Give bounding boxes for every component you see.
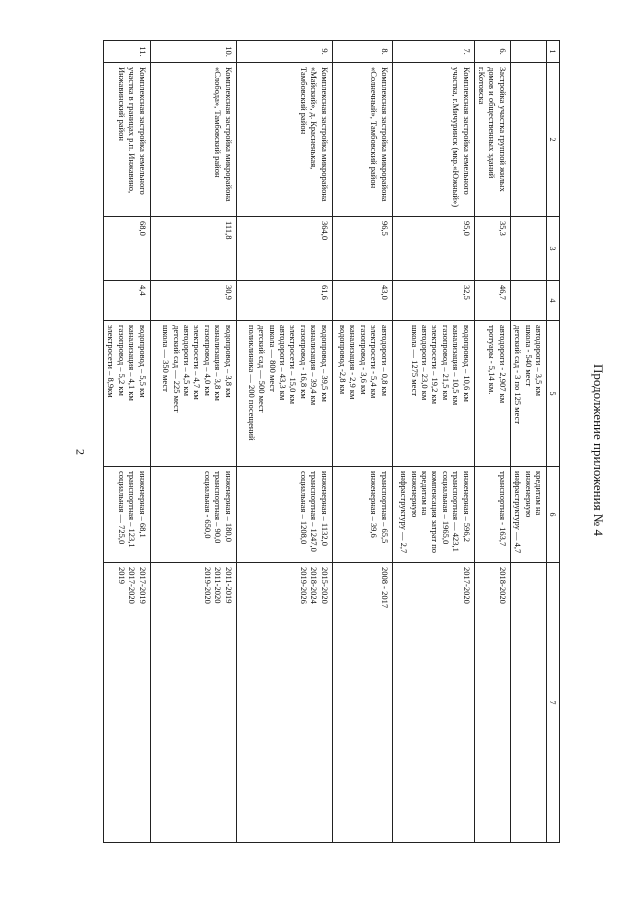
row-number-cell: 8. [332,41,392,63]
row-number-cell: 7. [392,41,474,63]
cell-line: канализация – 10,5 км [451,325,462,406]
cell-line: школа - 540 мест [523,325,534,387]
header-cell: 1 [547,41,560,63]
cell-line: транспортная – 90,0 [213,471,224,544]
column-4-cell [510,281,546,321]
page-caption: Продолжение приложения № 4 [591,364,606,536]
table-row [474,41,510,843]
row-number-cell: 11. [103,41,150,63]
cell-line: кредитам на [534,471,544,516]
cell-line: автодороги – 4,5 км [181,325,192,397]
cell-line: автодороги – 43,3 км [277,325,288,401]
cell-line: инженерная – 1132,0 [319,471,330,546]
header-cell: 6 [547,467,560,563]
cell-line: 2019-2020 [202,567,213,604]
cell-line: транспортная - 163,7 [497,471,508,547]
years-cell [332,563,392,843]
cell-line: инженерная – 596,2 [461,471,472,543]
cell-line: социальная – 1208,0 [298,471,309,545]
table-row [510,41,546,843]
project-name-cell: Комплексная застройка микрорайона «Майский», д. Красненькая, Тамбовский район [236,63,332,217]
cell-line: инфраструктуру — 4,7 [513,471,524,554]
cell-line: автодороги – 3,5 км [534,325,544,397]
table-header-row [547,41,560,843]
cell-line: канализация - 2,9 км [348,325,359,400]
cell-line: детский сад — 225 мест [171,325,182,413]
table-row [150,41,236,843]
cell-line: транспортная — 423,1 [451,471,462,552]
cell-line: канализация – 3,8 км [213,325,224,401]
cell-line: электросети – 19,2 км [430,325,441,404]
cell-line: газопровод - 3,6 км [358,325,369,395]
table-row [236,41,332,843]
cell-line: водопровод – 39,5 км [319,325,330,402]
area-cell: 95,0 [392,217,474,281]
cell-line: поликлиника — 200 посещений [246,325,257,441]
years-cell [510,563,546,843]
cell-line: 2017-2020 [127,567,138,604]
cell-line: 2011-2019 [223,567,234,604]
column-4-cell: 30,9 [150,281,236,321]
project-name-cell: Комплексная застройка земельного участка в границах р.п. Инжавино, Инжавинский район [103,63,150,217]
cell-line: 2011-2020 [213,567,224,604]
cell-line: 2008 - 2017 [379,567,390,609]
project-name-cell: Комплексная застройка микрорайона «Солнечный», Тамбовский район [332,63,392,217]
cell-line: газопровод – 21,5 км [440,325,451,401]
header-cell: 4 [547,281,560,321]
cell-line: автодороги – 23,0 км [419,325,430,401]
infrastructure-objects-cell [236,321,332,467]
cell-line: инженерная – 68,1 [137,471,148,538]
infrastructure-objects-cell [332,321,392,467]
years-cell [392,563,474,843]
cell-line: водопровод – 3,8 км [223,325,234,398]
infrastructure-objects-cell [392,321,474,467]
costs-cell [332,467,392,563]
cell-line: водопровод -2,8 км [337,325,348,395]
cell-line: инфраструктуру — 2,7 [399,471,410,554]
costs-cell [392,467,474,563]
header-cell: 2 [547,63,560,217]
cell-line: автодороги - 2,907 км [497,325,508,404]
header-cell: 3 [547,217,560,281]
cell-line: инженерная – 180,0 [223,471,234,543]
cell-line: тротуары - 5,14 км. [487,325,498,395]
cell-line: инженерную [409,471,420,518]
infrastructure-objects-cell [474,321,510,467]
costs-cell [236,467,332,563]
years-cell [150,563,236,843]
table-rotated-wrapper [106,40,560,842]
row-number-cell: 6. [474,41,510,63]
cell-line: электросети – 15,0 км [288,325,299,404]
costs-cell [150,467,236,563]
table-row [392,41,474,843]
column-4-cell: 61,6 [236,281,332,321]
infrastructure-objects-cell [510,321,546,467]
project-name-cell [510,63,546,217]
project-name-cell: Застройка участка группой жилых домов и общественных зданий г.Котовска [474,63,510,217]
area-cell: 35,3 [474,217,510,281]
infrastructure-objects-cell [150,321,236,467]
table-row [332,41,392,843]
cell-line: компенсация затрат по [430,471,441,553]
cell-line: газопровод – 5,2 км [116,325,127,396]
cell-line: 2018-2024 [309,567,320,604]
years-cell [474,563,510,843]
header-cell: 7 [547,563,560,843]
cell-line: инженерную [523,471,534,518]
column-4-cell: 46,7 [474,281,510,321]
cell-line: транспортная – 123,1 [127,471,138,548]
years-cell [236,563,332,843]
cell-line: газопровод - 16,8 км [298,325,309,399]
cell-line: водопровод – 5,5 км [137,325,148,398]
project-name-cell: Комплексная застройка земельного участка, г.Мичуринск (мкр.«Южный») [392,63,474,217]
cell-line: транспортная – 65,5 [379,471,390,544]
cell-line: автодороги – 0,8 км [379,325,390,397]
cell-line: электросети – 8,9км [106,325,117,398]
area-cell: 364,0 [236,217,332,281]
cell-line: 2019-2026 [298,567,309,604]
cell-line: канализация – 39,4 км [309,325,320,406]
page-number: 2 [73,449,88,455]
cell-line: социальная - 650,0 [202,471,213,539]
table-row [103,41,150,843]
costs-cell [103,467,150,563]
cell-line: электросети – 4,7 км [192,325,203,400]
cell-line: 2019 [116,567,127,584]
row-number-cell: 9. [236,41,332,63]
project-name-cell: Комплексная застройка микрорайона «Слобода», Тамбовский район [150,63,236,217]
column-4-cell: 32,5 [392,281,474,321]
cell-line: кредитам на [419,471,430,516]
cell-line: газопровод – 4,0 км [202,325,213,396]
years-cell [103,563,150,843]
cell-line: инженерная – 39,6 [369,471,380,538]
cell-line: 2017-2019 [137,567,148,604]
costs-cell [510,467,546,563]
cell-line: детский сад — 500 мест [257,325,268,413]
cell-line: социальная – 1965,0 [440,471,451,545]
area-cell [510,217,546,281]
header-cell: 5 [547,321,560,467]
area-cell: 68,0 [103,217,150,281]
cell-line: социальная — 725,0 [116,471,127,545]
column-4-cell: 43,0 [332,281,392,321]
row-number-cell: 10. [150,41,236,63]
cell-line: транспортная – 1247,0 [309,471,320,552]
cell-line: школа — 800 мест [267,325,278,392]
cell-line: 2015-2020 [319,567,330,604]
cell-line: 2017-2020 [461,567,472,604]
row-number-cell [510,41,546,63]
costs-cell [474,467,510,563]
cell-line: электросети - 5,4 км [369,325,380,399]
column-4-cell: 4,4 [103,281,150,321]
cell-line: 2018-2020 [497,567,508,604]
cell-line: школа — 350 мест [161,325,172,392]
cell-line: канализация – 4,1 км [127,325,138,401]
area-cell: 96,5 [332,217,392,281]
cell-line: водопровод – 10,6 км [461,325,472,402]
area-cell: 111,8 [150,217,236,281]
cell-line: детский сад - 3 по 125 мест [513,325,524,425]
infrastructure-objects-cell [103,321,150,467]
cell-line: школа — 1275 мест [409,325,420,397]
projects-table [103,40,560,843]
